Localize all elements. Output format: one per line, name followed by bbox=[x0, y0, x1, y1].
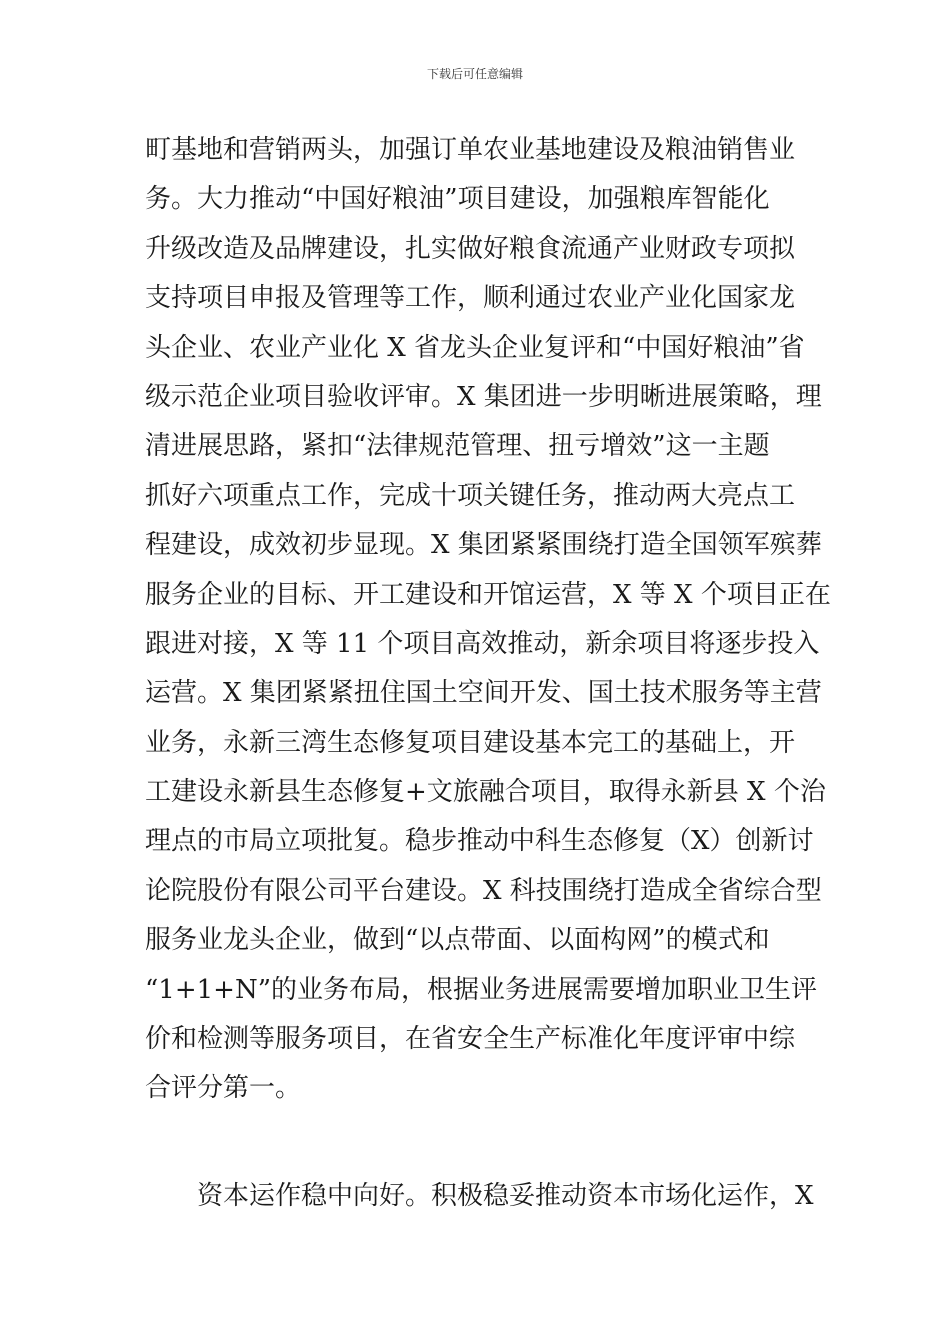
text-line: 资本运作稳中向好。积极稳妥推动资本市场化运作，X bbox=[197, 1181, 814, 1211]
body-paragraph-capital bbox=[145, 1172, 825, 1221]
text-line: 程建设，成效初步显现。X 集团紧紧围绕打造全国领军殡葬 bbox=[145, 530, 822, 561]
body-paragraph bbox=[145, 126, 831, 1114]
text-line: 工建设永新县生态修复+文旅融合项目，取得永新县 X 个治 bbox=[145, 777, 826, 808]
text-line: 业务，永新三湾生态修复项目建设基本完工的基础上，开 bbox=[145, 727, 796, 758]
text-line: 务。大力推动“中国好粮油”项目建设，加强粮库智能化 bbox=[145, 184, 770, 215]
text-line: 服务业龙头企业，做到“以点带面、以面构网”的模式和 bbox=[145, 925, 770, 956]
text-line: “1+1+N”的业务布局，根据业务进展需要增加职业卫生评 bbox=[145, 974, 817, 1005]
text-line: 支持项目申报及管理等工作，顺利通过农业产业化国家龙 bbox=[145, 283, 796, 314]
text-line: 跟进对接，X 等 11 个项目高效推动，新余项目将逐步投入 bbox=[145, 628, 820, 659]
text-line: 町基地和营销两头，加强订单农业基地建设及粮油销售业 bbox=[145, 135, 796, 165]
text-line: 理点的市局立项批复。稳步推动中科生态修复（X）创新讨 bbox=[145, 826, 814, 857]
text-line: 合评分第一。 bbox=[145, 1073, 302, 1104]
text-line: 清进展思路，紧扣“法律规范管理、扭亏增效”这一主题 bbox=[145, 431, 770, 462]
page-header: 下载后可任意编辑 bbox=[426, 67, 523, 81]
text-line: 头企业、农业产业化 X 省龙头企业复评和“中国好粮油”省 bbox=[145, 332, 805, 363]
text-line: 升级改造及品牌建设，扎实做好粮食流通产业财政专项拟 bbox=[145, 233, 796, 264]
text-line: 级示范企业项目验收评审。X 集团进一步明晰进展策略，理 bbox=[145, 381, 822, 412]
text-line: 价和检测等服务项目，在省安全生产标准化年度评审中综 bbox=[145, 1024, 796, 1055]
text-line: 服务企业的目标、开工建设和开馆运营，X 等 X 个项目正在 bbox=[145, 579, 831, 610]
text-line: 运营。X 集团紧紧扭住国土空间开发、国土技术服务等主营 bbox=[145, 678, 822, 709]
text-line: 抓好六项重点工作，完成十项关键任务，推动两大亮点工 bbox=[145, 480, 796, 511]
text-line: 论院股份有限公司平台建设。X 科技围绕打造成全省综合型 bbox=[145, 875, 822, 906]
